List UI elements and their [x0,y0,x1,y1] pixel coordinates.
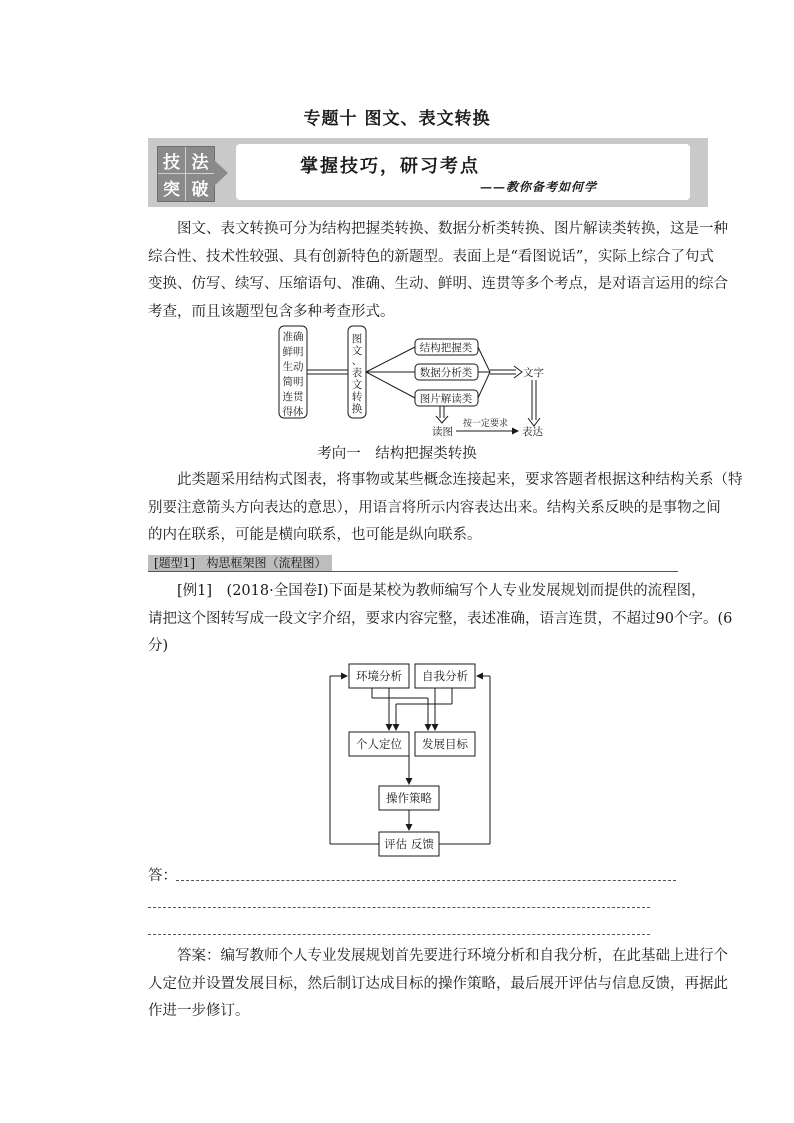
requirement-label: 按一定要求 [463,419,509,429]
question-type-label [148,555,332,571]
example-paragraph [148,578,733,661]
position-label: 个人定位 [356,737,402,751]
type-label: 结构把握类 [419,342,473,354]
text-line: 别要注意箭头方向表达的意思），用语言将所示内容表达出来。结构关系反映的是事物之间 [148,499,721,516]
env-label: 环境分析 [356,669,402,683]
conversion-char: 图 [351,333,363,345]
text-line: [例1] (2018·全国卷Ⅰ)下面是某校为教师编写个人专业发展规划而提供的流程图， [177,583,706,599]
text-line: 考查，而且该题型包含多种考查形式。 [148,303,395,320]
flowchart [320,660,500,860]
quality-label: 鲜明 [282,346,304,358]
divider [148,571,678,572]
feedback-label: 评估 反馈 [384,837,434,851]
text-line: 此类题采用结构式图表，将事物或某些概念连接起来，要求答题者根据这种结构关系（特 [177,472,743,488]
quality-label: 生动 [282,361,304,373]
question-type-tag: [题型1] [154,556,195,570]
read-label: 读图 [432,426,453,438]
conversion-char: 文 [351,345,363,357]
quality-label: 得体 [282,406,304,418]
answer-paragraph [148,943,728,1026]
text-line: 人定位并设置发展目标，然后制订达成目标的操作策略，最后展开评估与信息反馈，再据此 [148,975,728,992]
overview-diagram [270,322,560,440]
goal-label: 发展目标 [422,737,468,751]
express-label: 表达 [522,426,543,438]
text-line: 的内在联系，可能是横向联系，也可能是纵向联系。 [148,527,482,543]
section-caption: 考向一 结构把握类转换 [317,446,477,462]
badge-char: 破 [191,180,209,200]
text-output-label: 文字 [523,367,544,379]
text-line: 变换、仿写、续写、压缩语句、准确、生动、鲜明、连贯等多个考点，是对语言运用的综合 [148,276,728,292]
badge-char: 突 [158,174,186,201]
quality-label: 连贯 [282,391,304,403]
text-line: 综合性、技术性较强、具有创新特色的新题型。表面上是“看图说话”，实际上综合了句式 [148,248,714,265]
question-type-name: 构思框架图（流程图） [206,556,327,570]
answer-prompt: 答： [148,868,177,884]
text-line: 图文、表文转换可分为结构把握类转换、数据分析类转换、图片解读类转换，这是一种 [177,221,728,237]
answer-blank-line[interactable] [176,880,676,881]
banner-badge [157,146,215,202]
text-line: 请把这个图转写成一段文字介绍，要求内容完整，表述准确，语言连贯，不超过90个字。(6 [148,610,733,627]
self-label: 自我分析 [422,669,468,683]
conversion-char: 转 [351,391,363,403]
text-line: 答案：编写教师个人专业发展规划首先要进行环境分析和自我分析，在此基础上进行个 [177,948,728,964]
question-type-bar [148,555,678,573]
type-label: 图片解读类 [419,393,473,405]
conversion-char: 表 [351,367,363,379]
conversion-char: 换 [351,403,363,415]
banner-heading: 掌握技巧，研习考点 [300,156,480,177]
banner-arrow-icon [214,160,228,186]
banner-subheading: ——教你备考如何学 [480,180,598,194]
page-title: 专题十 图文、表文转换 [303,109,491,129]
conversion-char: 文 [351,379,363,391]
section-description [148,467,743,550]
intro-paragraph [148,216,728,326]
answer-blank-line[interactable] [148,934,650,935]
badge-char: 技 [158,147,186,174]
strategy-label: 操作策略 [386,791,432,805]
answer-blank-line[interactable] [148,907,650,908]
conversion-char: 、 [351,355,363,367]
type-label: 数据分析类 [419,367,473,379]
quality-label: 准确 [282,331,304,343]
text-line: 作进一步修订。 [148,1003,250,1019]
text-line: 分) [148,638,169,654]
quality-label: 简明 [282,376,304,388]
badge-char: 法 [186,147,214,174]
